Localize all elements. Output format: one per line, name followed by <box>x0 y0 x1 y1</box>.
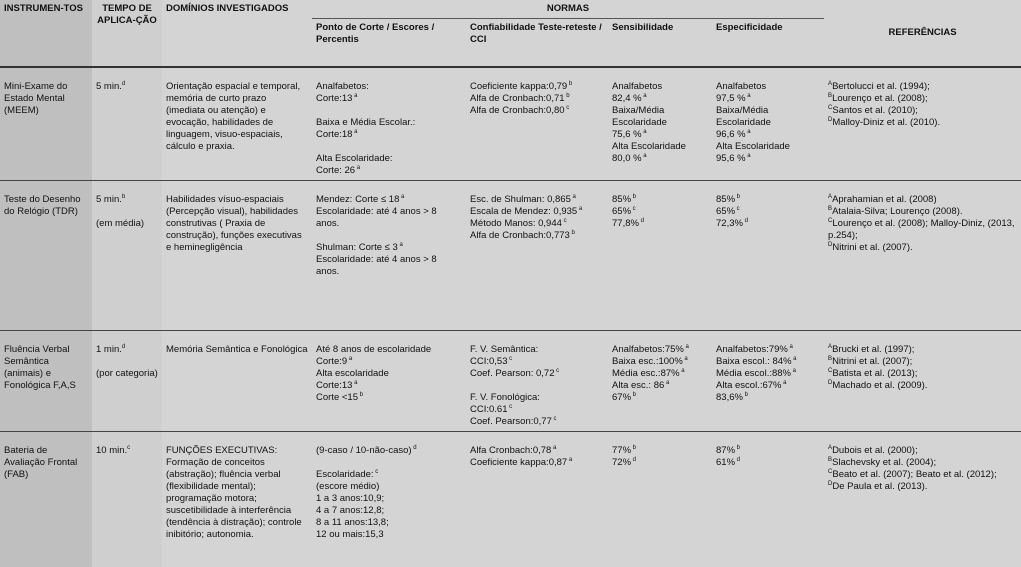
reliability-line <box>470 81 604 93</box>
cutoff-line <box>316 242 462 254</box>
time-value: 5 min. <box>96 81 122 92</box>
sensitivity-superscript: d <box>631 457 636 463</box>
cutoff-superscript: d <box>412 445 417 451</box>
reference-superscript: A <box>828 194 832 200</box>
sensitivity-superscript: a <box>642 153 647 159</box>
specificity-text: 72,3% <box>716 218 743 229</box>
reliability-text: Coef. Pearson: 0,72 <box>470 368 555 379</box>
cutoff-scores <box>312 330 466 431</box>
reference-text: Aprahamian et al. (2008) <box>832 194 937 205</box>
reliability-superscript: b <box>565 93 570 99</box>
sensitivity-line <box>612 93 708 105</box>
cutoff-line <box>316 254 462 278</box>
specificity-line <box>716 81 820 93</box>
sensitivity-line <box>612 153 708 165</box>
cutoff-text: Escolaridade: até 4 anos > 8 anos. <box>316 206 437 229</box>
reliability-superscript: a <box>567 457 572 463</box>
cutoff-line <box>316 344 462 356</box>
specificity-text: 65% <box>716 206 735 217</box>
reference-line <box>828 93 1017 105</box>
cutoff-text: Até 8 anos de escolaridade <box>316 344 431 355</box>
sensitivity-text: 82,4 % <box>612 93 642 104</box>
cutoff-line <box>316 517 462 529</box>
reliability <box>466 180 608 330</box>
reference-line <box>828 481 1017 493</box>
reference-superscript: A <box>828 81 832 87</box>
reliability-text: Alfa de Cronbach:0,773 <box>470 230 570 241</box>
sensitivity-superscript: b <box>631 194 636 200</box>
header-tempo: TEMPO DE APLICA-ÇÃO <box>92 0 162 67</box>
sensitivity-line <box>612 445 708 457</box>
sensitivity-line <box>612 81 708 93</box>
domains: FUNÇÕES EXECUTIVAS: Formação de conceitos (abstração); fluência verbal (flexibilidade mental); programação motora; suscetibilidade à interferência (tendência à distração); controle inibitório; autonomia. <box>162 431 312 567</box>
cutoff-scores <box>312 67 466 181</box>
time-note: (em média) <box>96 218 158 230</box>
specificity-line <box>716 129 820 141</box>
reference-text: Bertolucci et al. (1994); <box>832 81 930 92</box>
reliability-text: Alfa de Cronbach:0,80 <box>470 105 565 116</box>
header-dominios: DOMÍNIOS INVESTIGADOS <box>162 0 312 67</box>
reliability-line <box>470 230 604 242</box>
reliability-text: Alfa Cronbach:0,78 <box>470 445 551 456</box>
specificity-text: Analfabetos:79% <box>716 344 788 355</box>
reference-text: Malloy-Diniz et al. (2010). <box>832 117 940 128</box>
specificity <box>712 180 824 330</box>
reference-superscript: D <box>828 117 832 123</box>
reference-superscript: D <box>828 481 832 487</box>
specificity-line <box>716 356 820 368</box>
reference-text: Lourenço et al. (2008); Malloy-Diniz, (2013, p.254); <box>828 218 1015 241</box>
cutoff-text: Escolaridade: até 4 anos > 8 anos. <box>316 254 437 277</box>
reliability-line <box>470 457 604 469</box>
time-superscript: d <box>122 344 125 350</box>
specificity-text: 83,6% <box>716 392 743 403</box>
sensitivity-superscript: a <box>683 356 688 362</box>
sensitivity-text: 77% <box>612 445 631 456</box>
reliability-line <box>470 356 604 368</box>
reference-line <box>828 194 1017 206</box>
sensitivity-line <box>612 392 708 404</box>
sensitivity-text: Baixa/Média Escolaridade <box>612 105 667 128</box>
reliability-line <box>470 445 604 457</box>
reliability-superscript: b <box>567 81 572 87</box>
reliability-line <box>470 93 604 105</box>
specificity-text: Baixa/Média Escolaridade <box>716 105 771 128</box>
reference-line <box>828 457 1017 469</box>
cutoff-line <box>316 445 462 457</box>
specificity-superscript: c <box>735 206 740 212</box>
references <box>824 67 1021 181</box>
sensitivity-text: 77,8% <box>612 218 639 229</box>
reliability-superscript: c <box>555 368 560 374</box>
cutoff-scores <box>312 431 466 567</box>
specificity-line <box>716 93 820 105</box>
specificity-superscript: a <box>791 368 796 374</box>
header-instrumentos: INSTRUMEN-TOS <box>0 0 92 67</box>
cutoff-text: Escolaridade: <box>316 469 374 480</box>
reference-line <box>828 368 1017 380</box>
cutoff-text: Corte:9 <box>316 356 347 367</box>
sensitivity-superscript: a <box>680 368 685 374</box>
reference-superscript: A <box>828 445 832 451</box>
cutoff-line <box>316 493 462 505</box>
time-note: (por categoria) <box>96 368 158 380</box>
specificity-superscript: a <box>781 380 786 386</box>
cutoff-superscript: a <box>355 165 360 171</box>
cutoff-text: Corte: 26 <box>316 165 355 176</box>
application-time <box>92 180 162 330</box>
reliability-line <box>470 416 604 428</box>
cutoff-superscript: a <box>347 356 352 362</box>
reliability-text: Método Manos: 0,944 <box>470 218 562 229</box>
cutoff-text: (9-caso / 10-não-caso) <box>316 445 412 456</box>
references <box>824 180 1021 330</box>
cutoff-text: 1 a 3 anos:10,9; <box>316 493 384 504</box>
cutoff-line <box>316 356 462 368</box>
sensitivity-text: Analfabetos <box>612 81 662 92</box>
application-time <box>92 431 162 567</box>
reference-superscript: B <box>828 93 832 99</box>
reliability-line <box>470 206 604 218</box>
cutoff-line <box>316 392 462 404</box>
reference-line <box>828 469 1017 481</box>
reference-text: Atalaia-Silva; Lourenço (2008). <box>832 206 962 217</box>
reference-superscript: C <box>828 218 832 224</box>
reference-superscript: B <box>828 206 832 212</box>
reference-superscript: C <box>828 105 832 111</box>
sensitivity-line <box>612 129 708 141</box>
cutoff-text: Mendez: Corte ≤ 18 <box>316 194 399 205</box>
specificity-superscript: d <box>743 218 748 224</box>
specificity-superscript: a <box>792 356 797 362</box>
reference-text: Machado et al. (2009). <box>832 380 927 391</box>
cutoff-text: Corte <15 <box>316 392 358 403</box>
sensitivity-line <box>612 105 708 129</box>
cutoff-line <box>316 117 462 129</box>
sensitivity-superscript: b <box>631 392 636 398</box>
reference-superscript: C <box>828 368 832 374</box>
reliability-text: Coeficiente kappa:0,79 <box>470 81 567 92</box>
sensitivity <box>608 180 712 330</box>
reference-line <box>828 242 1017 254</box>
cutoff-text: (escore médio) <box>316 481 379 492</box>
specificity-line <box>716 105 820 129</box>
reliability-text: Alfa de Cronbach:0,71 <box>470 93 565 104</box>
header-sensibilidade: Sensibilidade <box>608 19 712 67</box>
reliability-line <box>470 404 604 416</box>
sensitivity-line <box>612 206 708 218</box>
reliability-text: Coef. Pearson:0,77 <box>470 416 552 427</box>
header-confiabilidade: Confiabilidade Teste-reteste / CCI <box>466 19 608 67</box>
cutoff-superscript: a <box>352 129 357 135</box>
specificity-text: 97,5 % <box>716 93 746 104</box>
sensitivity-line <box>612 194 708 206</box>
time-superscript: d <box>122 81 125 87</box>
cutoff-text: Analfabetos: <box>316 81 369 92</box>
reference-superscript: A <box>828 344 832 350</box>
specificity-text: 85% <box>716 194 735 205</box>
specificity-text: Alta Escolaridade <box>716 141 790 152</box>
sensitivity-text: 85% <box>612 194 631 205</box>
cutoff-text: Alta Escolaridade: <box>316 153 393 164</box>
specificity-superscript: a <box>788 344 793 350</box>
table-row <box>0 330 1021 431</box>
specificity-superscript: a <box>746 93 751 99</box>
sensitivity-text: 65% <box>612 206 631 217</box>
cutoff-line <box>316 206 462 230</box>
cutoff-text: 12 ou mais:15,3 <box>316 529 384 540</box>
sensitivity-text: Alta Escolaridade <box>612 141 686 152</box>
reference-text: Beato et al. (2007); Beato et al. (2012); <box>832 469 996 480</box>
cutoff-superscript: c <box>374 469 379 475</box>
reliability-superscript: c <box>552 416 557 422</box>
reference-superscript: B <box>828 457 832 463</box>
sensitivity-text: 67% <box>612 392 631 403</box>
reliability-line <box>470 392 604 404</box>
reliability-line <box>470 380 604 392</box>
reliability-line <box>470 218 604 230</box>
header-especificidade: Especificidade <box>712 19 824 67</box>
cutoff-line <box>316 105 462 117</box>
cutoff-line <box>316 93 462 105</box>
sensitivity-superscript: d <box>639 218 644 224</box>
specificity-text: Média escol.:88% <box>716 368 791 379</box>
specificity-text: 61% <box>716 457 735 468</box>
specificity-text: 95,6 % <box>716 153 746 164</box>
cutoff-superscript: a <box>352 380 357 386</box>
cutoff-line <box>316 141 462 153</box>
application-time <box>92 330 162 431</box>
reference-text: Santos et al. (2010); <box>832 105 918 116</box>
specificity <box>712 431 824 567</box>
reliability-superscript: c <box>565 105 570 111</box>
reference-line <box>828 445 1017 457</box>
sensitivity-line <box>612 141 708 153</box>
specificity-superscript: d <box>735 457 740 463</box>
reliability-text: Escala de Mendez: 0,935 <box>470 206 577 217</box>
sensitivity-text: 72% <box>612 457 631 468</box>
reliability-line <box>470 344 604 356</box>
cutoff-line <box>316 165 462 177</box>
instrument-name: Teste do Desenho do Relógio (TDR) <box>0 180 92 330</box>
cutoff-superscript: a <box>352 93 357 99</box>
cutoff-line <box>316 230 462 242</box>
specificity-line <box>716 380 820 392</box>
sensitivity-superscript: a <box>664 380 669 386</box>
instrument-name: Mini-Exame do Estado Mental (MEEM) <box>0 67 92 181</box>
reference-line <box>828 105 1017 117</box>
reference-text: De Paula et al. (2013). <box>832 481 927 492</box>
reference-text: Brucki et al. (1997); <box>832 344 914 355</box>
cutoff-line <box>316 505 462 517</box>
cutoff-text: Corte:13 <box>316 380 352 391</box>
domains: Habilidades vísuo-espaciais (Percepção visual), habilidades construtivas ( Praxia de construção), funções executivas e hemineglіgência <box>162 180 312 330</box>
specificity-line <box>716 344 820 356</box>
sensitivity-superscript: a <box>684 344 689 350</box>
cutoff-text: Baixa e Média Escolar.: <box>316 117 415 128</box>
reliability-text: F. V. Semântica: <box>470 344 538 355</box>
specificity-superscript: a <box>746 129 751 135</box>
reference-line <box>828 218 1017 242</box>
specificity-superscript: b <box>735 445 740 451</box>
sensitivity-text: 75,6 % <box>612 129 642 140</box>
cutoff-line <box>316 529 462 541</box>
specificity <box>712 330 824 431</box>
reference-line <box>828 380 1017 392</box>
reliability-superscript: c <box>508 356 513 362</box>
reference-superscript: D <box>828 380 832 386</box>
specificity-superscript: b <box>743 392 748 398</box>
table-row <box>0 180 1021 330</box>
time-value: 10 min. <box>96 445 127 456</box>
reference-line <box>828 344 1017 356</box>
specificity-text: 87% <box>716 445 735 456</box>
cutoff-superscript: a <box>399 194 404 200</box>
reliability-superscript: a <box>571 194 576 200</box>
sensitivity-line <box>612 380 708 392</box>
instrument-name: Bateria de Avaliação Frontal (FAB) <box>0 431 92 567</box>
cutoff-line <box>316 481 462 493</box>
sensitivity-text: Alta esc.: 86 <box>612 380 664 391</box>
sensitivity-superscript: b <box>631 445 636 451</box>
reference-superscript: D <box>828 242 832 248</box>
sensitivity <box>608 431 712 567</box>
table-header <box>0 0 1021 67</box>
reference-text: Nitrini et al. (2007); <box>832 356 912 367</box>
reliability-superscript: c <box>562 218 567 224</box>
reference-text: Lourenço et al. (2008); <box>832 93 928 104</box>
references <box>824 330 1021 431</box>
sensitivity-superscript: c <box>631 206 636 212</box>
sensitivity-line <box>612 356 708 368</box>
reference-line <box>828 81 1017 93</box>
time-superscript: b <box>122 194 125 200</box>
sensitivity-text: Analfabetos:75% <box>612 344 684 355</box>
specificity-superscript: a <box>746 153 751 159</box>
header-normas: NORMAS <box>312 0 824 19</box>
sensitivity-line <box>612 218 708 230</box>
specificity-line <box>716 218 820 230</box>
sensitivity <box>608 67 712 181</box>
cutoff-line <box>316 81 462 93</box>
sensitivity <box>608 330 712 431</box>
reference-superscript: B <box>828 356 832 362</box>
specificity-line <box>716 457 820 469</box>
reliability-superscript: c <box>508 404 513 410</box>
reliability-superscript: a <box>551 445 556 451</box>
reference-line <box>828 117 1017 129</box>
cutoff-line <box>316 153 462 165</box>
cutoff-superscript: b <box>358 392 363 398</box>
specificity <box>712 67 824 181</box>
cutoff-text: Corte:18 <box>316 129 352 140</box>
sensitivity-text: Baixa esc.:100% <box>612 356 683 367</box>
cutoff-superscript: a <box>398 242 403 248</box>
time-gap <box>96 356 158 368</box>
sensitivity-superscript: a <box>642 129 647 135</box>
reliability <box>466 330 608 431</box>
sensitivity-text: 80,0 % <box>612 153 642 164</box>
specificity-text: 96,6 % <box>716 129 746 140</box>
specificity-text: Alta escol.:67% <box>716 380 781 391</box>
domains: Memória Semântica e Fonológica <box>162 330 312 431</box>
sensitivity-line <box>612 344 708 356</box>
table-row <box>0 431 1021 567</box>
table-row <box>0 67 1021 181</box>
reliability-line <box>470 368 604 380</box>
cutoff-text: 8 a 11 anos:13,8; <box>316 517 389 528</box>
cutoff-line <box>316 380 462 392</box>
specificity-line <box>716 153 820 165</box>
reliability-text: F. V. Fonológica: <box>470 392 540 403</box>
reliability-line <box>470 105 604 117</box>
references <box>824 431 1021 567</box>
time-superscript: c <box>127 445 130 451</box>
reference-text: Nitrini et al. (2007). <box>832 242 912 253</box>
cutoff-text: Corte:13 <box>316 93 352 104</box>
cutoff-text: 4 a 7 anos:12,8; <box>316 505 384 516</box>
cutoff-text: Shulman: Corte ≤ 3 <box>316 242 398 253</box>
specificity-text: Analfabetos <box>716 81 766 92</box>
sensitivity-text: Média esc.:87% <box>612 368 680 379</box>
cutoff-line <box>316 129 462 141</box>
application-time <box>92 67 162 181</box>
reliability-superscript: b <box>570 230 575 236</box>
domains: Orientação espacial e temporal, memória de curto prazo (imediata ou atenção) e evocação, habilidades de linguagem, visuo-espaciais, cálculo e praxia. <box>162 67 312 181</box>
cutoff-line <box>316 368 462 380</box>
specificity-line <box>716 445 820 457</box>
sensitivity-line <box>612 368 708 380</box>
reference-text: Dubois et al. (2000); <box>832 445 918 456</box>
reference-text: Batista et al. (2013); <box>832 368 917 379</box>
sensitivity-superscript: a <box>642 93 647 99</box>
specificity-line <box>716 392 820 404</box>
header-referencias: REFERÊNCIAS <box>824 0 1021 67</box>
table-body <box>0 67 1021 567</box>
specificity-line <box>716 141 820 153</box>
cutoff-scores <box>312 180 466 330</box>
reference-superscript: C <box>828 469 832 475</box>
specificity-line <box>716 206 820 218</box>
cutoff-line <box>316 194 462 206</box>
reliability-line <box>470 194 604 206</box>
reliability-text: Coeficiente kappa:0,87 <box>470 457 567 468</box>
cutoff-text: Alta escolaridade <box>316 368 389 379</box>
cutoff-line <box>316 469 462 481</box>
reference-line <box>828 356 1017 368</box>
time-value: 1 min. <box>96 344 122 355</box>
specificity-line <box>716 194 820 206</box>
reliability-superscript: a <box>577 206 582 212</box>
specificity-line <box>716 368 820 380</box>
reliability <box>466 67 608 181</box>
sensitivity-line <box>612 457 708 469</box>
reliability-text: Esc. de Shulman: 0,865 <box>470 194 571 205</box>
reliability-text: CCI:0.61 <box>470 404 508 415</box>
specificity-superscript: b <box>735 194 740 200</box>
time-gap <box>96 206 158 218</box>
reference-text: Slachevsky et al. (2004); <box>832 457 936 468</box>
instrument-name: Fluência Verbal Semântica (animais) e Fonológica F,A,S <box>0 330 92 431</box>
reliability-text: CCI:0,53 <box>470 356 508 367</box>
header-ponto-corte: Ponto de Corte / Escores / Percentis <box>312 19 466 67</box>
time-value: 5 min. <box>96 194 122 205</box>
cutoff-line <box>316 457 462 469</box>
specificity-text: Baixa escol.: 84% <box>716 356 792 367</box>
reliability <box>466 431 608 567</box>
reference-line <box>828 206 1017 218</box>
